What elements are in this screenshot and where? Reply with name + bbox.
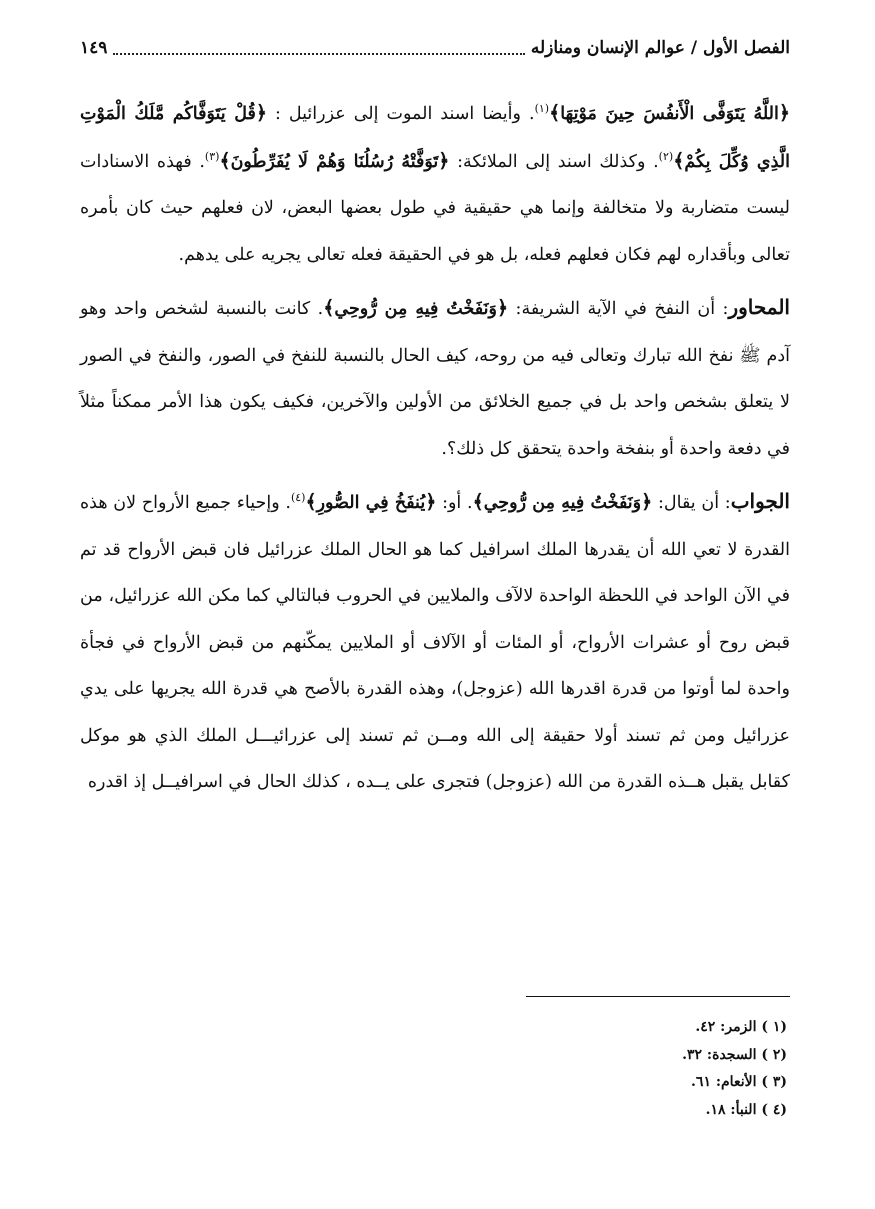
verse-bracket-open: ﴿ (641, 491, 653, 513)
quran-verse-sajda: قُلْ يَتَوَفَّاكُم مَّلَكُ الْمَوْتِ الَّذِي وُكِّلَ بِكُمْ (80, 104, 790, 172)
paragraph-text: : أن يقال: (658, 493, 731, 513)
paragraph-text: . فهذه الاسنادات ليست متضاربة ولا متخالفة وإنما هي حقيقية في طول بعضها البعض، لان فعلهم حيث كان بأمره تعالى وبأقداره لهم فكان فعلهم فعله، بل هو في الحقيقة فعله تعالى يجريه على يدهم. (80, 151, 790, 265)
quran-verse-hijr-2: وَنَفَخْتُ فِيهِ مِن رُّوحِي (483, 493, 642, 513)
paragraph-text: . وأيضا اسند الموت إلى عزرائيل : (274, 104, 535, 124)
header-leader-dots (113, 41, 524, 55)
verse-bracket-close: ﴾ (219, 149, 231, 172)
paragraph-answer (80, 478, 790, 806)
paragraph-attribution (80, 90, 790, 278)
footnote-separator (526, 996, 790, 997)
paragraph-text: . أو: (442, 493, 473, 513)
verse-bracket-close: ﴾ (673, 149, 685, 172)
verse-bracket-open: ﴿ (496, 297, 509, 319)
page-number: ١٤٩ (80, 38, 108, 58)
paragraph-text: . وكذلك اسند إلى الملائكة: (457, 151, 659, 172)
quran-verse-zumar: اللَّهُ يَتَوَفَّى الْأَنفُسَ حِينَ مَوْتِهَا (560, 104, 779, 124)
verse-bracket-open: ﴿ (255, 102, 267, 124)
verse-bracket-close: ﴾ (549, 102, 561, 124)
footnotes (387, 1014, 787, 1124)
verse-bracket-open: ﴿ (425, 491, 437, 513)
verse-bracket-open: ﴿ (778, 102, 790, 124)
footnote-1: (١ ) الزمر: ٤٢. (695, 1019, 787, 1035)
verse-bracket-close: ﴾ (305, 491, 317, 513)
page (80, 30, 790, 812)
paragraph-text: : أن النفخ في الآية الشريفة: (515, 299, 729, 319)
body-text (80, 90, 790, 806)
footnote-2: (٢ ) السجدة: ٣٢. (682, 1046, 787, 1063)
footnote-4: (٤ ) النبأ: ١٨. (705, 1101, 787, 1118)
chapter-title: الفصل الأول / عوالم الإنسان ومنازله (530, 38, 790, 58)
paragraph-text: . وإحياء جميع الأرواح لان هذه القدرة لا تعي الله أن يقدرها الملك اسرافيل كما هو الحال الملك عزرائيل فان قبض الأرواح قد تم في الآن الواحد في اللحظة الواحدة لالآف والملايين في الحروب فبالتالي كما مكن الله عزرائيل، من قبض روح أو عشرات الأرواح، أو المئات أو الآلاف أو الملايين يمكّنهم من قبض الأرواح في فجأة واحدة لما أوتوا من قدرة اقدرها الله (عزوجل)، وهذه القدرة بالأصح هي قدرة الله يجريها على يدي عزرائيل ومن ثم تسند أولا حقيقة إلى الله ومــن ثم تسند إلى عزرائيـــل الملك الذي هو موكل كقابل يقبل هــذه القدرة من الله (عزوجل) فتجرى على يــده ، كذلك الحال في اسرافيــل إذ اقدره (80, 493, 790, 792)
quran-verse-anam: تَوَفَّتْهُ رُسُلُنَا وَهُمْ لَا يُفَرِّطُونَ (230, 151, 439, 172)
objection-label: المحاور (728, 295, 790, 319)
verse-bracket-close: ﴾ (323, 297, 335, 319)
paragraph-objection (80, 284, 790, 472)
paragraph-text: . كانت بالنسبة لشخص واحد وهو آدم ﷺ نفخ الله تبارك وتعالى فيه من روحه، كيف الحال بالنسبة للنفخ في الصور، والنفخ في الصور لا يتعلق بشخص واحد بل في جميع الخلائق من الأولين والآخرين، فكيف يكون هذا الأمر ممكناً مثلاً في دفعة واحدة أو بنفخة واحدة يتحقق كل ذلك؟. (80, 299, 790, 459)
verse-bracket-close: ﴾ (472, 491, 484, 513)
footnote-ref-4: (٤) (290, 491, 306, 505)
footnote-3: (٣ ) الأنعام: ٦١. (691, 1074, 787, 1090)
running-header (80, 30, 790, 66)
quran-verse-hijr: وَنَفَخْتُ فِيهِ مِن رُّوحِي (334, 299, 497, 319)
answer-label: الجواب (730, 489, 790, 513)
footnote-ref-3: (٣) (204, 149, 220, 163)
quran-verse-naba: يُنفَخُ فِي الصُّورِ (316, 493, 426, 513)
footnote-ref-1: (١) (534, 102, 550, 116)
footnote-ref-2: (٢) (658, 149, 674, 163)
verse-bracket-open: ﴿ (438, 149, 450, 172)
